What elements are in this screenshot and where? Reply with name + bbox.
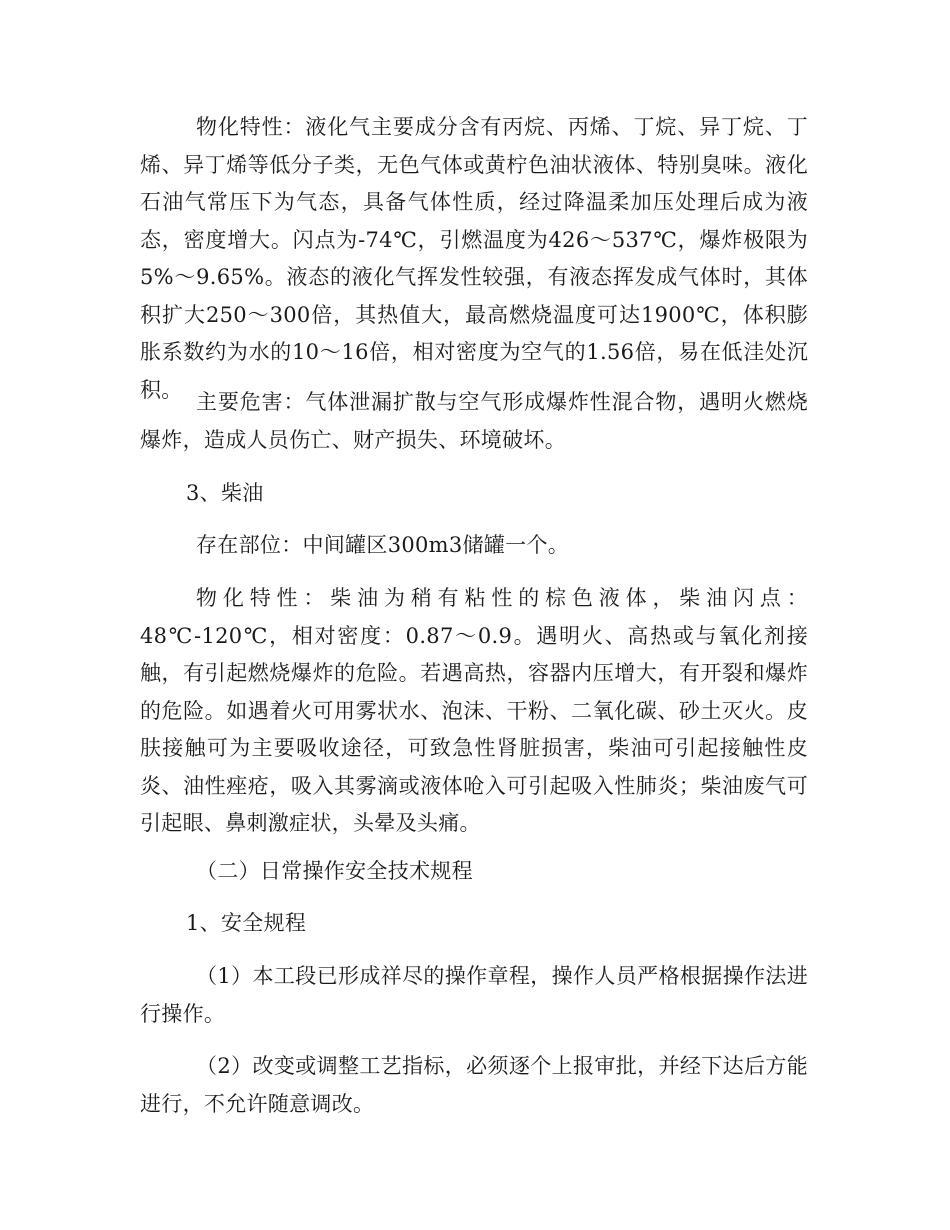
heading-diesel: 3、柴油 (186, 481, 264, 505)
paragraph-rule-2: （2）改变或调整工艺指标，必须逐个上报审批，并经下达后方能进行，不允许随意调改。 (140, 1054, 808, 1116)
paragraph-rule-1: （1）本工段已形成祥尽的操作章程，操作人员严格根据操作法进行操作。 (140, 964, 808, 1026)
paragraph-diesel-properties: 物化特性：柴油为稍有粘性的棕色液体，柴油闪点：48℃-120℃，相对密度：0.87～0.9。遇明火、高热或与氧化剂接触，有引起燃烧爆炸的危险。若遇高热，容器内压增大，有开裂和爆炸的危险。如遇着火可用雾状水、泡沫、干粉、二氧化碳、砂土灭火。皮肤接触可为主要吸收途径，可致急性肾脏损害，柴油可引起接触性皮炎、油性痤疮，吸入其雾滴或液体呛入可引起吸入性肺炎；柴油废气可引起眼、鼻刺激症状，头晕及头痛。 (140, 586, 808, 835)
paragraph-diesel-location: 存在部位：中间罐区300m3储罐一个。 (196, 533, 570, 557)
heading-section-two: （二）日常操作安全技术规程 (196, 859, 473, 883)
paragraph-lpg-properties: 物化特性：液化气主要成分含有丙烷、丙烯、丁烷、异丁烷、丁烯、异丁烯等低分子类，无色气体或黄柠色油状液体、特别臭味。液化石油气常压下为气态，具备气体性质，经过降温柔加压处理后成为液态，密度增大。闪点为-74℃，引燃温度为426～537℃，爆炸极限为5%～9.65%。液态的液化气挥发性较强，有液态挥发成气体时，其体积扩大250～300倍，其热值大，最高燃烧温度可达1900℃，体积膨胀系数约为水的10～16倍，相对密度为空气的1.56倍，易在低洼处沉积。 (140, 115, 808, 402)
paragraph-lpg-hazard: 主要危害：气体泄漏扩散与空气形成爆炸性混合物，遇明火燃烧爆炸，造成人员伤亡、财产损失、环境破坏。 (140, 390, 808, 452)
heading-safety-rules: 1、安全规程 (186, 911, 307, 935)
